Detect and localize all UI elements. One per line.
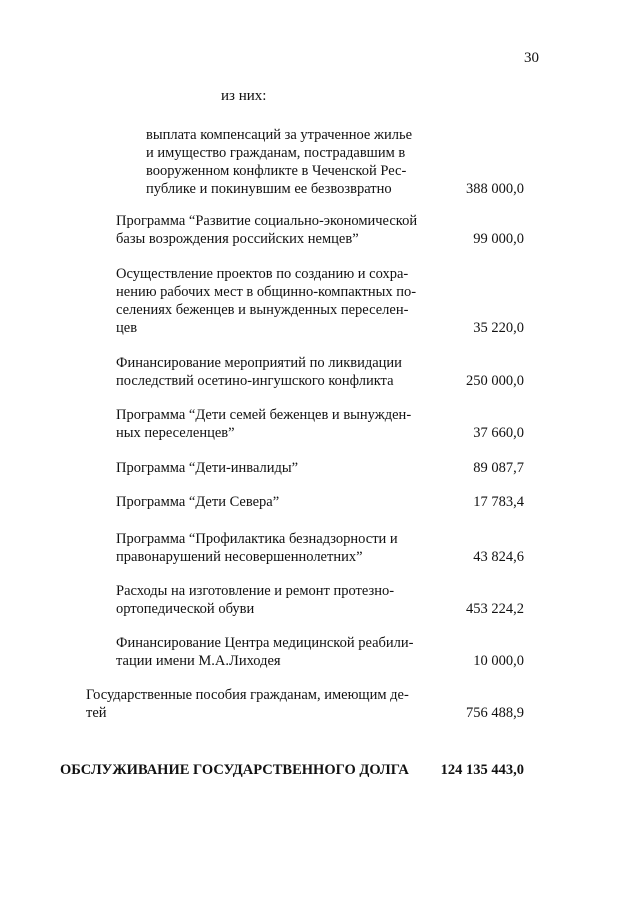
description-line: публике и покинувшим ее безвозвратно [146, 181, 392, 197]
item-description [116, 634, 414, 670]
item-description [116, 354, 402, 390]
description-line: Расходы на изготовление и ремонт протезно- [116, 583, 395, 599]
item-amount: 756 488,9 [466, 705, 524, 721]
item-description [116, 459, 298, 477]
item-amount: 250 000,0 [466, 373, 524, 389]
subheader: из них: [221, 88, 267, 104]
item-description [116, 212, 417, 248]
item-description [116, 530, 398, 566]
item-description [146, 126, 412, 198]
item-amount: 388 000,0 [466, 181, 524, 197]
description-line: ных переселенцев” [116, 425, 235, 441]
item-amount: 89 087,7 [473, 460, 524, 476]
item-amount: 10 000,0 [473, 653, 524, 669]
item-description [116, 582, 394, 618]
description-line: Программа “Профилактика безнадзорности и [116, 531, 398, 547]
item-amount: 99 000,0 [473, 231, 524, 247]
description-line: цев [116, 320, 138, 336]
description-line: Программа “Развитие социально-экономической [116, 213, 418, 229]
item-amount: 453 224,2 [466, 601, 524, 617]
item-description [86, 686, 409, 722]
description-line: Финансирование мероприятий по ликвидации [116, 355, 402, 371]
description-line: Программа “Дети Севера” [116, 494, 280, 510]
description-line: вооруженном конфликте в Чеченской Рес- [146, 163, 407, 179]
description-line: селениях беженцев и вынужденных переселен- [116, 302, 409, 318]
description-line: Осуществление проектов по созданию и сохра- [116, 266, 409, 282]
description-line: последствий осетино-ингушского конфликта [116, 373, 394, 389]
total-amount: 124 135 443,0 [440, 762, 524, 778]
description-line: тации имени М.А.Лиходея [116, 653, 281, 669]
description-line: правонарушений несовершеннолетних” [116, 549, 363, 565]
item-amount: 37 660,0 [473, 425, 524, 441]
description-line: нению рабочих мест в общинно-компактных по- [116, 284, 417, 300]
item-amount: 17 783,4 [473, 494, 524, 510]
description-line: Программа “Дети-инвалиды” [116, 460, 299, 476]
description-line: и имущество гражданам, пострадавшим в [146, 145, 406, 161]
item-description [116, 265, 416, 337]
description-line: Государственные пособия гражданам, имеющим де- [86, 687, 409, 703]
description-line: Программа “Дети семей беженцев и вынужден- [116, 407, 412, 423]
item-amount: 35 220,0 [473, 320, 524, 336]
description-line: выплата компенсаций за утраченное жилье [146, 127, 413, 143]
description-line: Финансирование Центра медицинской реабили- [116, 635, 414, 651]
description-line: ортопедической обуви [116, 601, 255, 617]
item-description [116, 493, 279, 511]
page-number: 30 [524, 50, 539, 66]
total-label: ОБСЛУЖИВАНИЕ ГОСУДАРСТВЕННОГО ДОЛГА [60, 762, 409, 778]
item-amount: 43 824,6 [473, 549, 524, 565]
description-line: базы возрождения российских немцев” [116, 231, 359, 247]
item-description [116, 406, 411, 442]
description-line: тей [86, 705, 107, 721]
